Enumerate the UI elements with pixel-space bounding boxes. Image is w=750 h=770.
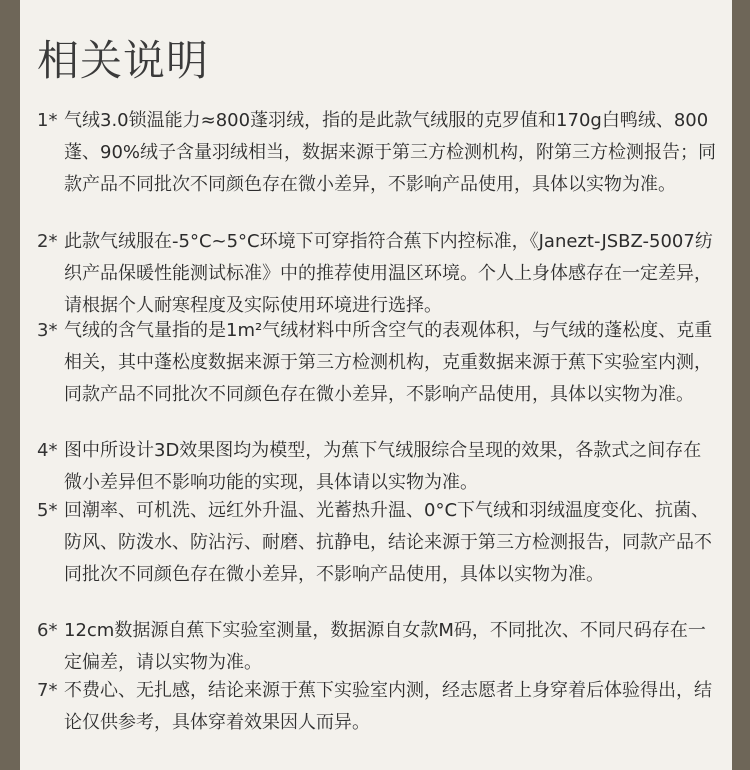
note-text: 图中所设计3D效果图均为模型，为蕉下气绒服综合呈现的效果，各款式之间存在微小差异但不影响功能的实现，具体请以实物为准。	[64, 440, 702, 493]
note-text: 气绒的含气量指的是1m²气绒材料中所含空气的表观体积，与气绒的蓬松度、克重相关，其中蓬松度数据来源于第三方检测机构，克重数据来源于蕉下实验室内测，同款产品不同批次不同颜色存在微小差异，不影响产品使用，具体以实物为准。	[64, 320, 713, 405]
note-number: 2*	[37, 231, 58, 252]
note-number: 5*	[37, 500, 58, 521]
note-text: 回潮率、可机洗、远红外升温、光蓄热升温、0°C下气绒和羽绒温度变化、抗菌、防风、防泼水、防沾污、耐磨、抗静电，结论来源于第三方检测报告，同款产品不同批次不同颜色存在微小差异，不影响产品使用，具体以实物为准。	[64, 500, 712, 585]
note-number: 3*	[37, 320, 58, 341]
note-text: 不费心、无扎感，结论来源于蕉下实验室内测，经志愿者上身穿着后体验得出，结论仅供参考，具体穿着效果因人而异。	[64, 680, 712, 733]
note-number: 1*	[37, 110, 58, 131]
note-item-4	[37, 435, 717, 499]
note-item-3	[37, 315, 717, 411]
note-text: 气绒3.0锁温能力≈800蓬羽绒，指的是此款气绒服的克罗值和170g白鸭绒、800蓬、90%绒子含量羽绒相当，数据来源于第三方检测机构，附第三方检测报告；同款产品不同批次不同颜色存在微小差异，不影响产品使用，具体以实物为准。	[64, 110, 717, 195]
note-item-1	[37, 105, 717, 201]
note-item-6	[37, 615, 717, 679]
note-number: 6*	[37, 620, 58, 641]
note-text: 此款气绒服在-5°C~5°C环境下可穿指符合蕉下内控标准，《Janezt-JSBZ-5007纺织产品保暖性能测试标准》中的推荐使用温区环境。个人上身体感存在一定差异，请根据个人耐寒程度及实际使用环境进行选择。	[64, 231, 713, 316]
note-item-7	[37, 675, 717, 739]
note-item-2	[37, 226, 717, 322]
document-page	[20, 0, 732, 770]
note-item-5	[37, 495, 717, 591]
page-title: 相关说明	[37, 36, 210, 85]
note-text: 12cm数据源自蕉下实验室测量，数据源自女款M码，不同批次、不同尺码存在一定偏差，请以实物为准。	[64, 620, 706, 673]
note-number: 4*	[37, 440, 58, 461]
note-number: 7*	[37, 680, 58, 701]
